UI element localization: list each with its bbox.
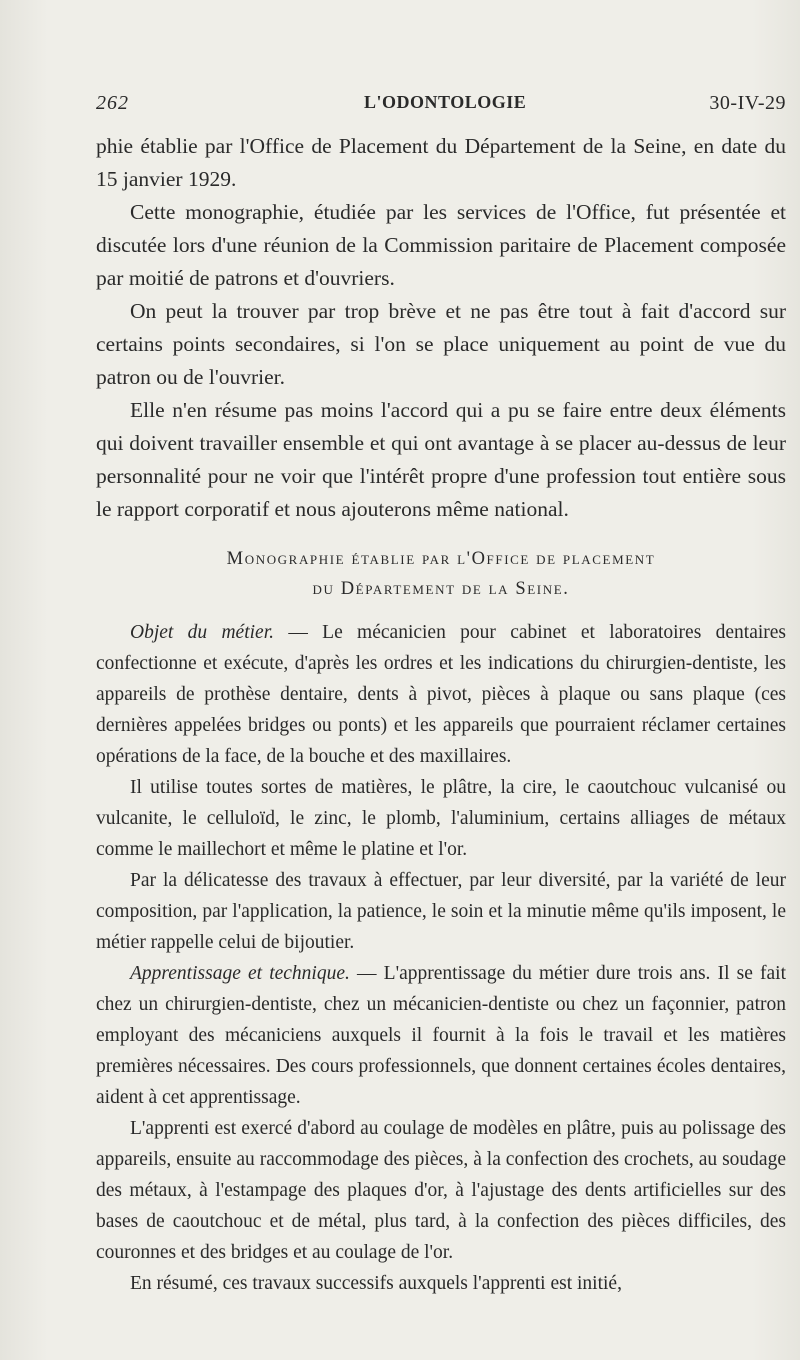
paragraph	[96, 617, 786, 772]
paragraph-lead: Apprentissage et technique.	[130, 963, 350, 984]
paragraph	[96, 865, 786, 958]
paragraph-text: L'apprenti est exercé d'abord au coulage de modèles en plâtre, puis au polissage des appareils, ensuite au raccommodage des pièces, à la confection des crochets, au soudage des métaux, à l'estampage des plaques d'or, à l'ajustage des dents artificielles sur des bases de caoutchouc et de métal, plus tard, à la confection des pièces difficiles, des couronnes et des bridges et au coulage de l'or.	[96, 1118, 786, 1263]
intro-text	[96, 130, 786, 526]
paragraph: On peut la trouver par trop brève et ne pas être tout à fait d'accord sur certains points secondaires, si l'on se place uniquement au point de vue du patron ou de l'ouvrier.	[96, 299, 786, 389]
page-number: 262	[96, 92, 129, 114]
running-head	[96, 92, 786, 122]
section-heading	[96, 544, 786, 604]
paragraph-text: — Le mécanicien pour cabinet et laboratoires dentaires confectionne et exécute, d'après les ordres et les indications du chirurgien-dentiste, les appareils de prothèse dentaire, dents à pivot, pièces à plaque ou sans plaque (ces dernières appelées bridges ou ponts) et les appareils que pourraient réclamer certaines opérations de la face, de la bouche et des maxillaires.	[96, 622, 787, 767]
paragraph-text: Il utilise toutes sortes de matières, le plâtre, la cire, le caoutchouc vulcanisé ou vulcanite, le celluloïd, le zinc, le plomb, l'aluminium, certains alliages de métaux comme le maillechort et même le platine et l'or.	[96, 777, 786, 860]
paragraph: Elle n'en résume pas moins l'accord qui a pu se faire entre deux éléments qui doivent travailler ensemble et qui ont avantage à se placer au-dessus de leur personnalité pour ne voir que l'intérêt propre d'une profession tout entière sous le rapport corporatif et nous ajouterons même national.	[96, 398, 786, 521]
paragraph: phie établie par l'Office de Placement du Département de la Seine, en date du 15 janvier 1929.	[96, 134, 786, 191]
paragraph-text: Par la délicatesse des travaux à effectuer, par leur diversité, par la variété de leur composition, par l'application, la patience, le soin et la minutie même qu'ils imposent, le métier rappelle celui de bijoutier.	[96, 870, 786, 953]
paragraph-text: — L'apprentissage du métier dure trois ans. Il se fait chez un chirurgien-dentiste, chez un mécanicien-dentiste ou chez un façonnier, patron employant des mécaniciens auxquels il fournit à la fois le travail et les matières premières nécessaires. Des cours professionnels, que donnent certaines écoles dentaires, aident à cet apprentissage.	[96, 963, 786, 1108]
paragraph	[96, 1268, 786, 1299]
paragraph	[96, 958, 786, 1113]
section-heading-line: du Département de la Seine.	[312, 579, 570, 599]
paragraph-lead: Objet du métier.	[130, 622, 275, 643]
paragraph-text: En résumé, ces travaux successifs auxquels l'apprenti est initié,	[130, 1273, 622, 1294]
journal-title: L'ODONTOLOGIE	[364, 92, 527, 112]
issue-date: 30-IV-29	[709, 92, 786, 114]
paragraph	[96, 1113, 786, 1268]
paragraph	[96, 772, 786, 865]
section-heading-line: Monographie établie par l'Office de placement	[226, 549, 656, 569]
paragraph: Cette monographie, étudiée par les services de l'Office, fut présentée et discutée lors d'une réunion de la Commission paritaire de Placement composée par moitié de patrons et d'ouvriers.	[96, 200, 786, 290]
section-text	[96, 617, 786, 1299]
